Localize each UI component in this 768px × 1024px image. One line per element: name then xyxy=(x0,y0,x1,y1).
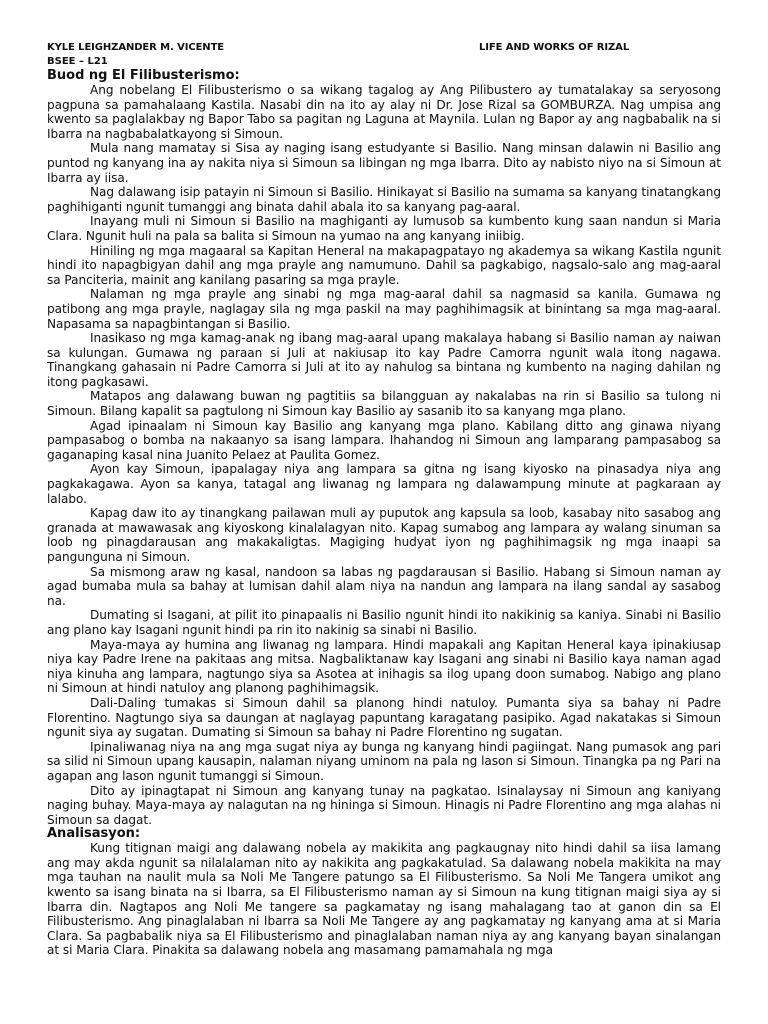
analysis-heading: Analisasyon: xyxy=(47,826,141,842)
body-paragraph: Kapag daw ito ay tinangkang pailawan muli ay puputok ang kapsula sa loob, kasabay nito sasabog ang granada at mawawasak ang kiyoskong kinalalagyan nito. Kapag sumabog ang lampara ay walang sinuman sa loob ng pinagdarausan ang makakaligtas. Magiging hudyat iyon ng paghihimagsik ng mga inaapi sa pangunguna ni Simoun. xyxy=(47,506,721,564)
author-name: KYLE LEIGHZANDER M. VICENTE xyxy=(47,42,225,53)
document-header xyxy=(47,40,721,55)
course-title: LIFE AND WORKS OF RIZAL xyxy=(479,42,630,53)
body-paragraph: Agad ipinaalam ni Simoun kay Basilio ang kanyang mga plano. Kabilang ditto ang ginawa niyang pampasabog o bomba na nakaanyo sa isang lampara. Ihahandog ni Simoun ang lamparang pampasabog sa gaganaping kasal nina Juanito Pelaez at Paulita Gomez. xyxy=(47,418,721,462)
body-paragraph: Hiniling ng mga magaaral sa Kapitan Heneral na makapagpatayo ng akademya sa wikang Kastila ngunit hindi ito napagbigyan dahil ang mga prayle ang namumuno. Dahil sa pagkabigo, nagsalo-salo ang mag-aaral sa Panciteria, mainit ang kanilang pasaring sa mga prayle. xyxy=(47,243,721,287)
analysis-body xyxy=(47,841,721,958)
body-paragraph: Dumating si Isagani, at pilit ito pinapaalis ni Basilio ngunit hindi ito nakikinig sa kaniya. Sinabi ni Basilio ang plano kay Isagani ngunit hindi pa rin ito nakinig sa sinabi ni Basilio. xyxy=(47,608,721,637)
summary-body xyxy=(47,83,721,827)
summary-heading: Buod ng El Filibusterismo: xyxy=(47,68,240,83)
body-paragraph: Dali-Daling tumakas si Simoun dahil sa planong hindi natuloy. Pumanta siya sa bahay ni Padre Florentino. Nagtungo siya sa daungan at naglayag papuntang karagatang pasipiko. Agad nakatakas si Simoun ngunit siya ay sugatan. Dumating si Simoun sa bahay ni Padre Florentino ng sugatan. xyxy=(47,695,721,740)
body-paragraph: Maya-maya ay humina ang liwanag ng lampara. Hindi mapakali ang Kapitan Heneral kaya ipinakiusap niya kay Padre Irene na pakitaas ang mitsa. Nagbaliktanaw kay Isagani ang sinabi ni Basilio kaya naman agad niya kinuha ang lampara, nagtungo siya sa Asotea at inihagis sa ilog upang doon sumabog. Nabigo ang plano ni Simoun at hindi natuloy ang planong paghihimagsik. xyxy=(47,637,721,696)
body-paragraph: Inayang muli ni Simoun si Basilio na maghiganti ay lumusob sa kumbento kung saan nandun si Maria Clara. Ngunit huli na pala sa balita si Simoun na yumao na ang kanyang iniibig. xyxy=(47,214,721,243)
body-paragraph: Mula nang mamatay si Sisa ay naging isang estudyante si Basilio. Nang minsan dalawin ni Basilio ang puntod ng kanyang ina ay nakita niya si Simoun sa libingan ng mga Ibarra. Dito ay nabisto niyo na si Simoun at Ibarra ay iisa. xyxy=(47,141,721,185)
body-paragraph: Matapos ang dalawang buwan ng pagtitiis sa bilangguan ay nakalabas na rin si Basilio sa tulong ni Simoun. Bilang kapalit sa pagtulong ni Simoun kay Basilio ay sasanib ito sa kanyang mga plano. xyxy=(47,389,721,419)
body-paragraph: Ang nobelang El Filibusterismo o sa wikang tagalog ay Ang Pilibustero ay tumatalakay sa seryosong pagpuna sa pamahalaang Kastila. Nasabi din na ito ay alay ni Dr. Jose Rizal sa GOMBURZA. Nag umpisa ang kwento sa paglalakbay ng Bapor Tabo sa pagitan ng Laguna at Maynila. Lulan ng Bapor ay ang nagbabalik na si Ibarra na nagbabalatkayong si Simoun. xyxy=(47,83,721,141)
body-paragraph: Inasikaso ng mga kamag-anak ng ibang mag-aaral upang makalaya habang si Basilio naman ay naiwan sa kulungan. Gumawa ng paraan si Juli at nakiusap ito kay Padre Camorra ngunit wala itong nagawa. Tinangkang gahasain ni Padre Camorra si Juli at ito ay nahulog sa bintana ng kumbento na naging dahilan ng itong pagkasawi. xyxy=(47,331,721,389)
body-paragraph: Ayon kay Simoun, ipapalagay niya ang lampara sa gitna ng isang kiyosko na pinasadya niya ang pagkakagawa. Ayon sa kanya, tatagal ang liwanag ng lampara ng dalawampung minute at pagkaraan ay lalabo. xyxy=(47,462,721,506)
body-paragraph: Kung titignan maigi ang dalawang nobela ay makikita ang pagkaugnay nito hindi dahil sa iisa lamang ang may akda ngunit sa nilalalaman nito ay nakikita ang pagkakatulad. Sa dalawang nobela makikita na may mga tauhan na naulit mula sa Noli Me Tangere patungo sa El Filibusterismo. Sa Noli Me Tangera umikot ang kwento sa isang binata na si Ibarra, sa El Filibusterismo naman ay si Simoun na kung titignan maigi siya ay si Ibarra din. Nagtapos ang Noli Me tangere sa pagkamatay ng isang mahalagang tao at ganon din sa El Filibusterismo. Ang pinaglalaban ni Ibarra sa Noli Me Tangere ay ang pagkamatay ng kanyang ama at si Maria Clara. Sa pagbabalik niya sa El Filibusterismo and pinaglalaban naman niya ay ang kanyang bayan sinalangan at si Maria Clara. Pinakita sa dalawang nobela ang masamang pamamahala ng mga xyxy=(47,841,721,958)
section-code: BSEE – L21 xyxy=(47,56,108,67)
body-paragraph: Nalaman ng mga prayle ang sinabi ng mga mag-aaral dahil sa nagmasid sa kanila. Gumawa ng patibong ang mga prayle, naglagay sila ng mga paskil na may paghihimagsik at binintang sa mga mag-aaral. Napasama sa napagbintangan si Basilio. xyxy=(47,287,721,331)
body-paragraph: Dito ay ipinagtapat ni Simoun ang kanyang tunay na pagkatao. Isinalaysay ni Simoun ang kaniyang naging buhay. Maya-maya ay nalagutan na ng hininga si Simoun. Hinagis ni Padre Florentino ang mga alahas ni Simoun sa dagat. xyxy=(47,783,721,827)
body-paragraph: Ipinaliwanag niya na ang mga sugat niya ay bunga ng kanyang hindi pagiingat. Nang pumasok ang pari sa silid ni Simoun upang kausapin, nalaman niyang uminom na pala ng lason si Simoun. Tinangka pa ng Pari na agapan ang lason ngunit tumanggi si Simoun. xyxy=(47,739,721,783)
body-paragraph: Sa mismong araw ng kasal, nandoon sa labas ng pagdarausan si Basilio. Habang si Simoun naman ay agad bumaba mula sa bahay at lumisan dahil alam niya na nandun ang lampara na ilang sandal ay sasabog na. xyxy=(47,564,721,608)
body-paragraph: Nag dalawang isip patayin ni Simoun si Basilio. Hinikayat si Basilio na sumama sa kanyang tinatangkang paghihiganti ngunit tumanggi ang binata dahil abala ito sa kanyang pag-aaral. xyxy=(47,185,721,214)
